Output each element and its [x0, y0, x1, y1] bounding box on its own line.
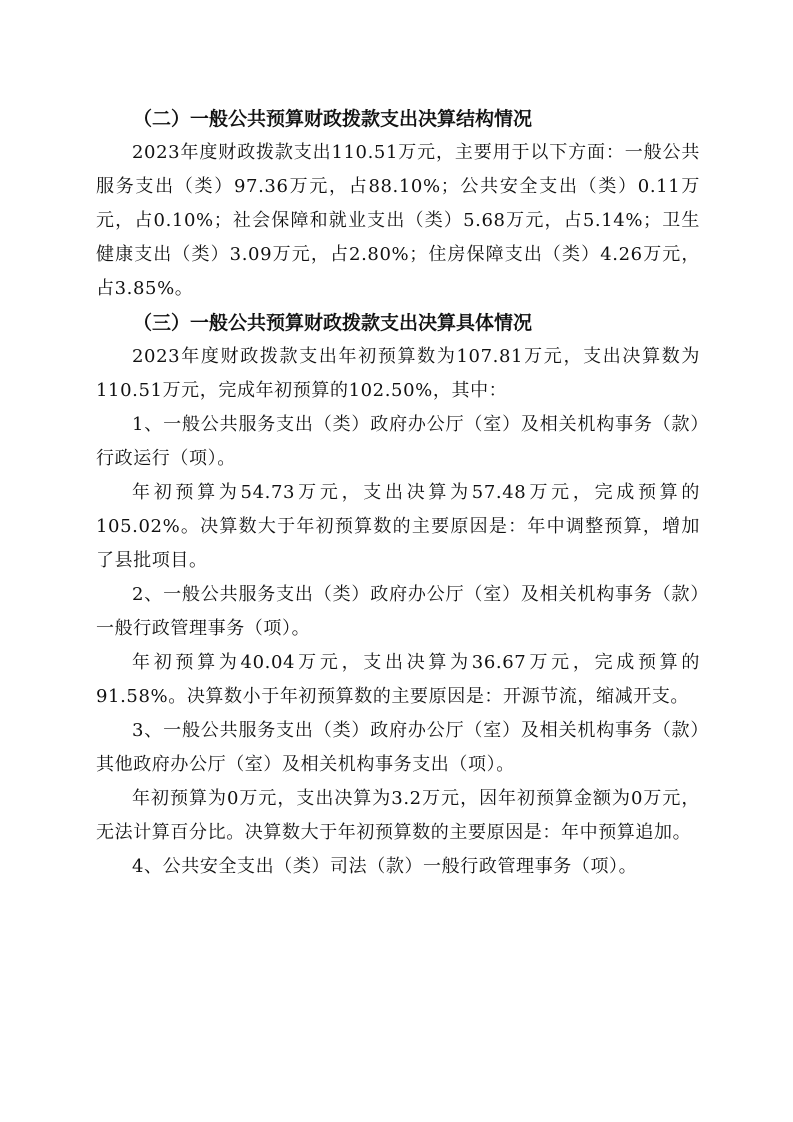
paragraph-overview: 2023年度财政拨款支出年初预算数为107.81万元，支出决算数为110.51万元，完成年初预算的102.50%，其中：: [96, 346, 700, 401]
section-heading-structure: （二）一般公共预算财政拨款支出决算结构情况: [133, 108, 533, 130]
paragraph-item-3-title: 3、一般公共服务支出（类）政府办公厅（室）及相关机构事务（款）其他政府办公厅（室）及相关机构事务支出（项）。: [96, 720, 700, 775]
paragraph-item-4-title: 4、公共安全支出（类）司法（款）一般行政管理事务（项）。: [132, 856, 638, 877]
paragraph-item-1-title: 1、一般公共服务支出（类）政府办公厅（室）及相关机构事务（款）行政运行（项）。: [96, 414, 700, 469]
paragraph-expenditure-structure: 2023年度财政拨款支出110.51万元，主要用于以下方面：一般公共服务支出（类）97.36万元，占88.10%；公共安全支出（类）0.11万元，占0.10%；社会保障和就业支出（类）5.68万元，占5.14%；卫生健康支出（类）3.09万元，占2.80%；住房保障支出（类）4.26万元，占3.85%。: [96, 142, 700, 299]
document-body: [96, 102, 700, 884]
paragraph-item-2-detail: 年初预算为40.04万元，支出决算为36.67万元，完成预算的91.58%。决算数小于年初预算数的主要原因是：开源节流，缩减开支。: [96, 652, 700, 707]
paragraph-item-2-title: 2、一般公共服务支出（类）政府办公厅（室）及相关机构事务（款）一般行政管理事务（项）。: [96, 584, 700, 639]
section-heading-details: （三）一般公共预算财政拨款支出决算具体情况: [133, 312, 533, 334]
paragraph-item-1-detail: 年初预算为54.73万元，支出决算为57.48万元，完成预算的105.02%。决算数大于年初预算数的主要原因是：年中调整预算，增加了县批项目。: [96, 482, 700, 571]
paragraph-item-3-detail: 年初预算为0万元，支出决算为3.2万元，因年初预算金额为0万元，无法计算百分比。决算数大于年初预算数的主要原因是：年中预算追加。: [96, 788, 700, 843]
